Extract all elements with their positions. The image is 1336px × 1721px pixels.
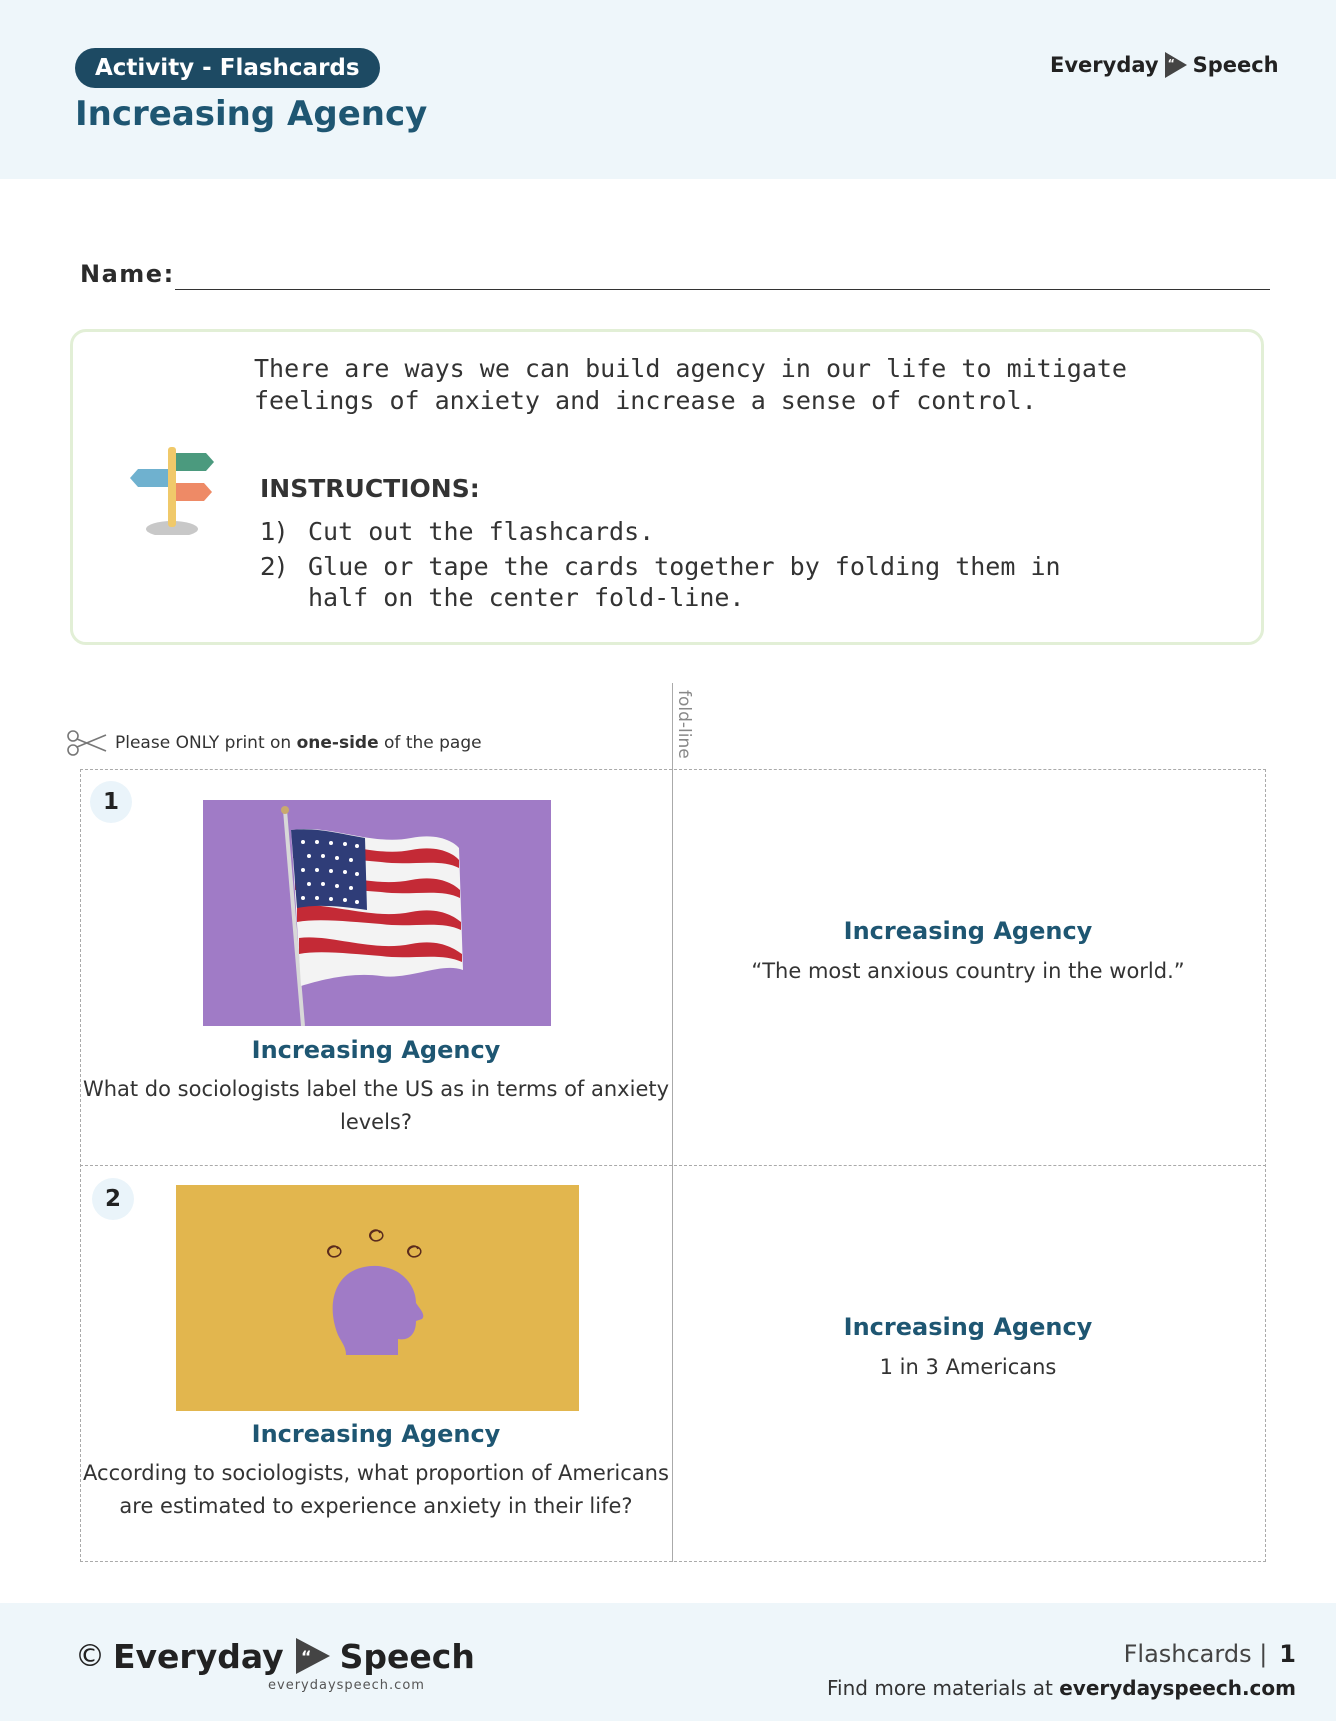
find-more-text: Find more materials at everydayspeech.com (827, 1676, 1296, 1700)
card-front-heading: Increasing Agency (251, 1036, 501, 1064)
footer-brand-url: everydayspeech.com (268, 1678, 425, 1693)
step-text: Glue or tape the cards together by folding them in half on the center fold-line. (308, 552, 1061, 612)
footer-brand-right: Speech (339, 1636, 475, 1676)
page-number: 1 (1279, 1640, 1296, 1668)
brand-logo-left: Everyday (1050, 53, 1159, 77)
brand-logo (1050, 52, 1279, 78)
fold-line-label: fold-line (674, 690, 694, 759)
footer-brand-logo (75, 1636, 475, 1676)
fold-line-marker (672, 683, 673, 769)
find-more-link[interactable]: everydayspeech.com (1059, 1676, 1296, 1700)
svg-text:“: “ (300, 1647, 312, 1666)
card-number-badge: 1 (90, 781, 132, 823)
page-header (0, 0, 1336, 179)
card-number-badge: 2 (92, 1178, 134, 1220)
page-indicator: Flashcards | 1 (1123, 1640, 1296, 1668)
footer-brand-left: Everyday (113, 1636, 284, 1676)
card-back-heading: Increasing Agency (843, 917, 1093, 945)
card-front-question: According to sociologists, what proportion of Americans are estimated to experience anxiety in their life? (83, 1461, 669, 1518)
scissors-icon (66, 729, 108, 757)
card-back-answer: 1 in 3 Americans (879, 1355, 1057, 1379)
step-text: Cut out the flashcards. (308, 517, 655, 546)
card-cut-line (80, 1165, 1266, 1166)
name-label: Name: (80, 260, 175, 288)
name-field-line[interactable] (175, 289, 1270, 290)
play-quote-icon (292, 1636, 332, 1676)
flag-image (203, 800, 551, 1026)
card-front-question: What do sociologists label the US as in terms of anxiety levels? (82, 1077, 670, 1134)
activity-badge: Activity - Flashcards (75, 48, 380, 88)
card-back-heading: Increasing Agency (843, 1313, 1093, 1341)
play-quote-icon: “ (1165, 52, 1187, 78)
signpost-icon (128, 443, 214, 535)
card-front-heading: Increasing Agency (251, 1420, 501, 1448)
card-back-answer: “The most anxious country in the world.” (751, 959, 1185, 983)
copyright-symbol: © (75, 1638, 105, 1674)
page-title: Increasing Agency (75, 94, 428, 134)
intro-text: There are ways we can build agency in our life to mitigate feelings of anxiety and increase a sense of control. (254, 354, 1127, 415)
step-number: 2) (260, 552, 286, 581)
brand-logo-right: Speech (1192, 53, 1279, 77)
anxious-head-image (176, 1185, 579, 1411)
fold-line (672, 769, 673, 1562)
step-number: 1) (260, 517, 286, 546)
print-note: Please ONLY print on one-side of the page (115, 733, 482, 753)
instructions-title: INSTRUCTIONS: (260, 474, 480, 503)
